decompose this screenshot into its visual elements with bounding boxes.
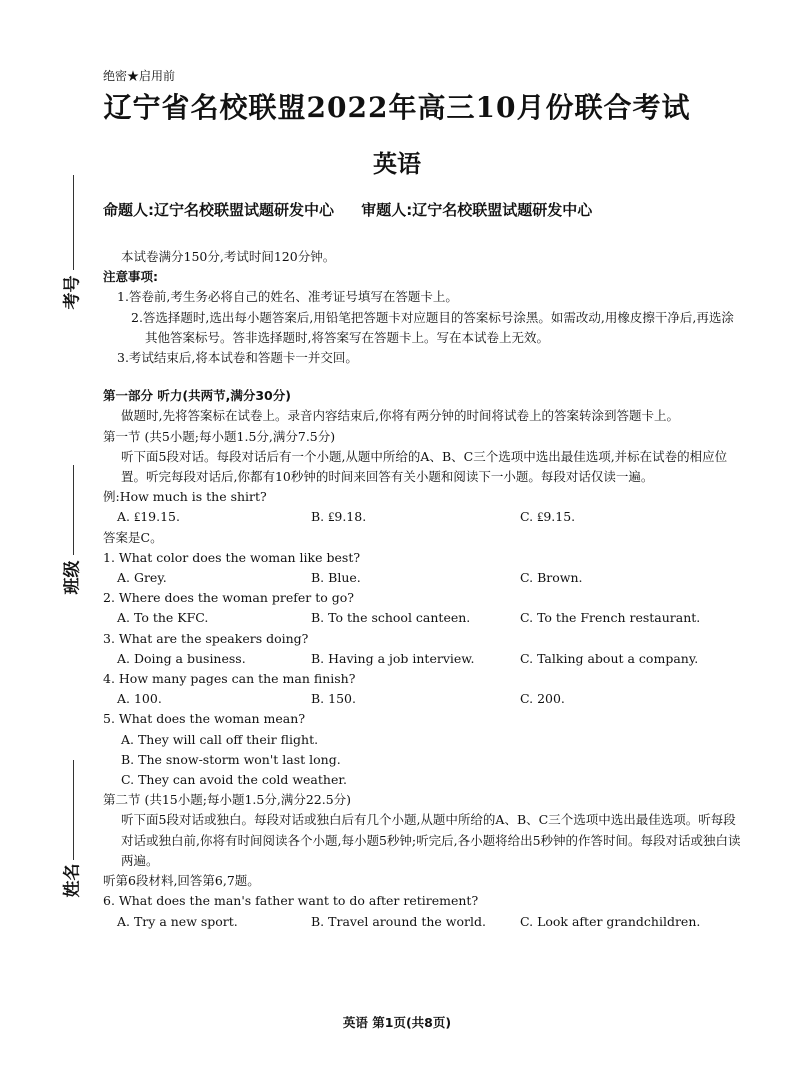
exam-no-label: 考号 xyxy=(62,275,83,310)
option-c: C. To the French restaurant. xyxy=(520,610,701,626)
question-3-options xyxy=(103,649,743,669)
example-answer: 答案是C。 xyxy=(103,529,163,545)
option-a: A. ₤19.15. xyxy=(117,509,180,525)
name-line xyxy=(73,760,74,860)
question-6: 6. What does the man's father want to do after retirement? xyxy=(103,893,479,909)
section2-heading: 第二节 (共15小题;每小题1.5分,满分22.5分) xyxy=(103,792,352,808)
question-4: 4. How many pages can the man finish? xyxy=(103,671,356,687)
question-5: 5. What does the woman mean? xyxy=(103,711,306,727)
option-c: C. ₤9.15. xyxy=(520,509,576,525)
option-b: B. Blue. xyxy=(311,570,361,586)
option-b: B. Travel around the world. xyxy=(311,913,486,929)
note-1: 1.答卷前,考生务必将自己的姓名、准考证号填写在答题卡上。 xyxy=(117,289,458,305)
part1-instruction: 做题时,先将答案标在试卷上。录音内容结束后,你将有两分钟的时间将试卷上的答案转涂到答题卡上。 xyxy=(121,408,679,424)
example-options xyxy=(103,507,743,527)
question-1-options xyxy=(103,568,743,588)
setter: 命题人:辽宁名校联盟试题研发中心 xyxy=(103,201,335,219)
option-c: C. 200. xyxy=(520,691,565,707)
option-a: A. Grey. xyxy=(117,570,167,586)
option-a: A. 100. xyxy=(117,691,162,707)
reviewer: 审题人:辽宁名校联盟试题研发中心 xyxy=(361,201,593,219)
authors-line xyxy=(103,199,753,220)
option-a: A. Try a new sport. xyxy=(117,913,238,929)
page-footer: 英语 第1页(共8页) xyxy=(342,1015,452,1030)
note-3: 3.考试结束后,将本试卷和答题卡一并交回。 xyxy=(117,350,358,366)
question-5-option-b: B. The snow-storm won't last long. xyxy=(121,751,341,767)
exam-body xyxy=(103,247,743,932)
question-5-option-c: C. They can avoid the cold weather. xyxy=(121,772,347,788)
question-1: 1. What color does the woman like best? xyxy=(103,549,361,565)
option-c: C. Look after grandchildren. xyxy=(520,913,701,929)
option-b: B. To the school canteen. xyxy=(311,610,471,626)
question-5-option-a: A. They will call off their flight. xyxy=(121,731,319,747)
option-b: B. ₤9.18. xyxy=(311,509,367,525)
note-2: 2.答选择题时,选出每小题答案后,用铅笔把答题卡对应题目的答案标号涂黑。如需改动,用橡皮擦干净后,再选涂其他答案标号。答非选择题时,将答案写在答题卡上。写在本试卷上无效。 xyxy=(131,309,734,345)
score-time: 本试卷满分150分,考试时间120分钟。 xyxy=(121,249,336,264)
section1-instruction: 听下面5段对话。每段对话后有一个小题,从题中所给的A、B、C三个选项中选出最佳选项,并标在试卷的相应位置。听完每段对话后,你都有10秒钟的时间来回答有关小题和阅读下一小题。每段对话仅读一遍。 xyxy=(121,448,728,485)
subject-title: 英语 xyxy=(373,150,421,178)
section2-instruction: 听下面5段对话或独白。每段对话或独白后有几个小题,从题中所给的A、B、C三个选项中选出最佳选项。听每段对话或独白前,你将有时间阅读各个小题,每小题5秒钟;听完后,各小题将给出5秒钟的作答时间。每段对话或独白读两遍。 xyxy=(121,812,741,868)
name-label: 姓名 xyxy=(62,863,83,898)
question-2-options xyxy=(103,608,743,628)
part1-heading: 第一部分 听力(共两节,满分30分) xyxy=(103,388,291,404)
class-label: 班级 xyxy=(62,560,83,595)
question-4-options xyxy=(103,689,743,709)
option-b: B. Having a job interview. xyxy=(311,650,475,666)
material-6: 听第6段材料,回答第6,7题。 xyxy=(103,873,260,889)
notes-title: 注意事项: xyxy=(103,269,158,285)
confidential-mark: 绝密★启用前 xyxy=(103,69,176,83)
section1-heading: 第一节 (共5小题;每小题1.5分,满分7.5分) xyxy=(103,428,336,444)
exam-no-line xyxy=(73,175,74,270)
option-a: A. Doing a business. xyxy=(117,650,246,666)
question-6-options xyxy=(103,912,743,932)
class-line xyxy=(73,465,74,555)
exam-title: 辽宁省名校联盟2022年高三10月份联合考试 xyxy=(103,91,691,124)
option-a: A. To the KFC. xyxy=(117,610,209,626)
option-c: C. Brown. xyxy=(520,570,583,586)
option-c: C. Talking about a company. xyxy=(520,650,699,666)
question-2: 2. Where does the woman prefer to go? xyxy=(103,590,354,606)
example-question: 例:How much is the shirt? xyxy=(103,489,267,505)
option-b: B. 150. xyxy=(311,691,356,707)
question-3: 3. What are the speakers doing? xyxy=(103,630,309,646)
